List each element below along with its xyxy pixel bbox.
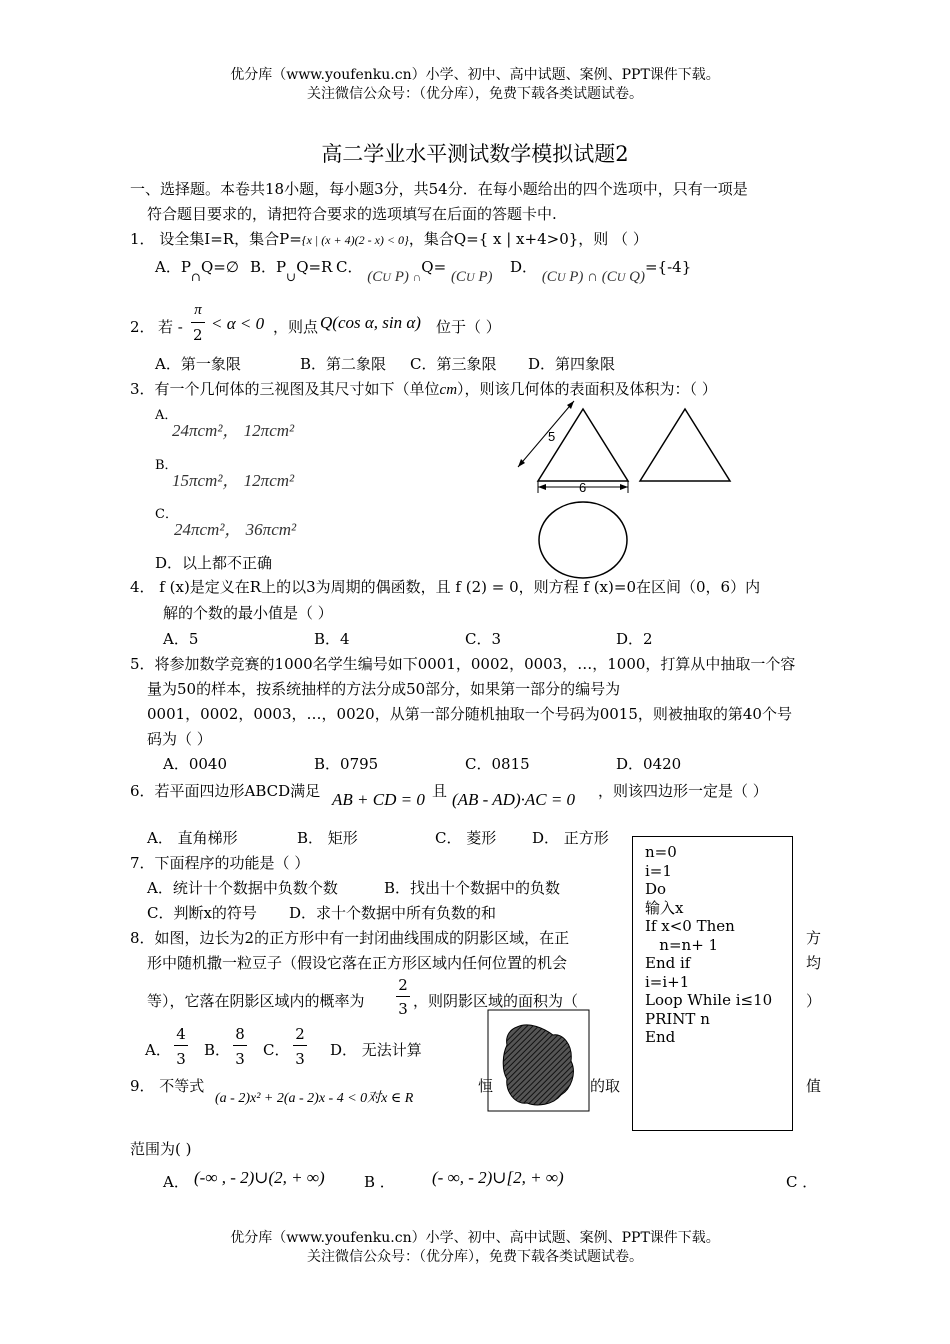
q1-stem-b: ，集合Q={ x | x+4>0}，则 （ ） — [408, 230, 648, 248]
q6-stem-b: 且 — [432, 782, 448, 800]
q8-option-b-label: B． — [204, 1041, 231, 1059]
q7-stem: 7．下面程序的功能是（ ） — [130, 854, 310, 872]
q2-stem-a: 若 - — [158, 318, 183, 336]
q8-option-a-bar — [174, 1045, 188, 1046]
program-line: Do — [645, 880, 667, 898]
q2-number: 2． — [130, 318, 155, 336]
q9-expression: (a - 2)x² + 2(a - 2)x - 4 < 0对x ∈ R — [215, 1091, 414, 1106]
q2-option-c: C．第三象限 — [410, 355, 497, 373]
q5-option-b: B．0795 — [314, 755, 379, 773]
header-line-1: 优分库（www.youfenku.cn）小学、初中、高中试题、案例、PPT课件下载。 — [230, 67, 720, 83]
q2-stem-b: ，则点 — [273, 318, 319, 336]
q9-option-a-label: A． — [163, 1173, 189, 1191]
q3-opt-c-value: 24πcm²， 36πcm² — [174, 520, 297, 539]
program-line: Loop While i≤10 — [645, 991, 773, 1009]
q1-stem-a: 1． 设全集I=R，集合P= — [130, 230, 302, 248]
program-line: If x<0 Then — [645, 917, 735, 935]
q9-stem-b: 恒 — [478, 1077, 494, 1095]
top-view-circle — [539, 502, 627, 578]
header-line-2: 关注微信公众号：（优分库），免费下载各类试题试卷。 — [307, 86, 643, 102]
q9-stem-c: 的取 — [590, 1077, 621, 1095]
q1-opt-a-text: Q=∅ — [201, 258, 239, 276]
q9-line-2: 范围为( ) — [130, 1140, 192, 1158]
q7-option-d: D．求十个数据中所有负数的和 — [289, 904, 497, 922]
q4-line-1: 4． f (x)是定义在R上的以3为周期的偶函数，且 f (2) = 0，则方程 f (x)=0在区间（0，6）内 — [130, 578, 761, 596]
q2-fraction-bar — [191, 322, 205, 323]
q7-option-b: B．找出十个数据中的负数 — [384, 879, 561, 897]
q8-frac-bar — [396, 996, 410, 997]
program-line: PRINT n — [645, 1009, 710, 1028]
footer-line-2: 关注微信公众号：（优分库），免费下载各类试题试卷。 — [307, 1249, 643, 1265]
q8-option-b-bar — [233, 1045, 247, 1046]
q1-opt-c-text: Q= — [421, 258, 447, 276]
q6-stem-a: 6．若平面四边形ABCD满足 — [130, 782, 321, 800]
q9-option-b-label: B ． — [364, 1173, 395, 1191]
shaded-region — [503, 1025, 573, 1105]
q8-option-a-num: 4 — [176, 1025, 186, 1043]
q1-option-c — [336, 256, 493, 285]
q1-cap-symbol-2: ∩ — [412, 270, 422, 284]
q1-cup-symbol: ∪ — [286, 270, 297, 284]
q2-point: Q(cos α, sin α) — [320, 313, 421, 332]
q1-opt-d-expr: (C — [541, 269, 557, 285]
q2-stem-c: 位于（ ） — [436, 318, 501, 336]
q5-option-d: D．0420 — [616, 755, 682, 773]
front-view-triangle — [538, 409, 628, 481]
q9-option-b-expr: (- ∞, - 2)∪[2, + ∞) — [432, 1168, 564, 1187]
q3-stem-b: ），则该几何体的表面积及体积为：（ ） — [457, 380, 717, 398]
q1-option-b — [250, 256, 333, 284]
q1-set-p: {x | (x + 4)(2 - x) < 0} — [301, 233, 409, 247]
q1-sub-u-3: U — [556, 270, 566, 284]
q8-option-c-num: 2 — [295, 1025, 305, 1043]
section-intro-line-2: 符合题目要求的，请把符合要求的选项填写在后面的答题卡中. — [147, 205, 557, 223]
q5-option-a: A．0040 — [163, 755, 228, 773]
slant-dimension-line — [518, 401, 574, 467]
q5-option-c: C．0815 — [465, 755, 530, 773]
q4-line-2: 解的个数的最小值是（ ） — [163, 604, 333, 622]
program-line: n=n+ 1 — [645, 935, 719, 954]
q1-opt-a-label: A．P — [155, 258, 191, 276]
q5-line-2: 量为50的样本，按系统抽样的方法分成50部分，如果第一部分的编号为 — [147, 680, 621, 698]
q8-line-3-b: ，则阴影区域的面积为（ — [413, 992, 579, 1010]
q1-opt-d-text: ={-4} — [644, 258, 692, 276]
q3-opt-d: D．以上都不正确 — [155, 554, 273, 572]
q1-sub-u: U — [382, 270, 391, 284]
q8-frac-den: 3 — [398, 1000, 408, 1018]
side-view-triangle — [640, 409, 730, 481]
q4-option-c: C．3 — [465, 630, 502, 648]
three-view-figure — [510, 395, 750, 580]
program-line: n=0 — [645, 843, 677, 861]
q6-option-d: D． 正方形 — [532, 829, 609, 847]
q8-option-c-label: C． — [263, 1041, 290, 1059]
q8-line-1-end: 方 — [806, 929, 822, 947]
q8-option-a-den: 3 — [176, 1050, 186, 1068]
q2-option-b: B．第二象限 — [300, 355, 387, 373]
q9-option-c-label: C ． — [786, 1173, 818, 1191]
q3-opt-a-value: 24πcm²， 12πcm² — [172, 421, 295, 440]
q3-stem-a: 3．有一个几何体的三视图及其尺寸如下（单位 — [130, 380, 440, 398]
q5-line-1: 5．将参加数学竞赛的1000名学生编号如下0001，0002，0003，…，1000，打算从中抽取一个容 — [130, 655, 796, 673]
q1-opt-c-expr2: (C — [450, 269, 466, 285]
q9-option-a-expr: (-∞ , - 2)∪(2, + ∞) — [194, 1168, 325, 1187]
q8-option-c-den: 3 — [295, 1050, 305, 1068]
q1-opt-d-label: D． — [510, 258, 538, 276]
shaded-region-figure — [487, 1009, 591, 1113]
q8-line-2-end: 均 — [806, 954, 822, 972]
q8-line-2: 形中随机撒一粒豆子（假设它落在正方形区域内任何位置的机会 — [147, 954, 568, 972]
q8-option-a-label: A． — [145, 1041, 171, 1059]
q2-inequality: < α < 0 — [211, 314, 265, 333]
q9-stem-end: 值 — [806, 1077, 822, 1095]
q2-pi: π — [194, 302, 202, 318]
q1-opt-b-text: Q=R — [296, 258, 333, 276]
q3-opt-b-value: 15πcm²， 12πcm² — [172, 471, 295, 490]
q9-stem-a: 9． 不等式 — [130, 1077, 205, 1095]
q4-option-b: B．4 — [314, 630, 350, 648]
q8-line-3-end: ） — [806, 992, 822, 1010]
program-box — [632, 836, 793, 1131]
q3-opt-a-label: A． — [155, 408, 178, 423]
q8-option-c-bar — [293, 1045, 307, 1046]
q2-two: 2 — [193, 326, 203, 344]
q6-expr-2: (AB - AD)·AC = 0 — [452, 790, 576, 809]
q1-opt-d-expr-b: P) ∩ (C — [569, 269, 617, 285]
q8-line-1: 8．如图，边长为2的正方形中有一封闭曲线围成的阴影区域，在正 — [130, 929, 570, 947]
q1-opt-c-label: C． — [336, 258, 363, 276]
q3-opt-b-label: B． — [155, 458, 178, 473]
slant-dimension-label: 5 — [548, 429, 556, 444]
q1-cap-symbol: ∩ — [190, 270, 201, 284]
program-line: i=1 — [645, 861, 672, 880]
q1-option-d — [510, 256, 692, 285]
base-arrow-left — [538, 484, 546, 490]
q6-stem-c: ，则该四边形一定是（ ） — [598, 782, 768, 800]
section-intro-line-1: 一、选择题。本卷共18小题，每小题3分，共54分．在每小题给出的四个选项中，只有一项是 — [130, 180, 748, 198]
q8-frac-num: 2 — [398, 976, 408, 994]
footer-line-1: 优分库（www.youfenku.cn）小学、初中、高中试题、案例、PPT课件下载。 — [230, 1230, 720, 1246]
program-line: End if — [645, 954, 691, 972]
program-line: i=i+1 — [645, 972, 690, 991]
q8-option-b-den: 3 — [235, 1050, 245, 1068]
q6-option-b: B． 矩形 — [297, 829, 358, 847]
q6-option-a: A． 直角梯形 — [147, 829, 238, 847]
question-1-stem — [130, 228, 648, 249]
q1-opt-d-expr-c: Q) — [629, 269, 645, 285]
q2-option-a: A．第一象限 — [155, 355, 241, 373]
q3-opt-c-label: C． — [155, 507, 178, 522]
q1-sub-u-2: U — [465, 270, 475, 284]
page-title: 高二学业水平测试数学模拟试题2 — [321, 142, 629, 166]
q6-option-c: C． 菱形 — [435, 829, 497, 847]
q1-opt-c-expr2b: P) — [478, 269, 493, 285]
q7-option-c: C．判断x的符号 — [147, 904, 257, 922]
q2-option-d: D．第四象限 — [528, 355, 616, 373]
q7-option-a: A．统计十个数据中负数个数 — [147, 879, 338, 897]
base-dimension-label: 6 — [579, 480, 587, 495]
q4-option-a: A．5 — [163, 630, 199, 648]
q1-opt-c-expr1b: P) — [394, 269, 409, 285]
program-line: 输入x — [645, 898, 684, 917]
q1-option-a — [155, 256, 239, 284]
q5-line-4: 码为（ ） — [147, 730, 212, 748]
q1-opt-b-label: B．P — [250, 258, 287, 276]
q1-sub-u-4: U — [616, 270, 626, 284]
program-line: End — [645, 1028, 676, 1046]
q3-unit: cm — [439, 382, 458, 398]
base-arrow-right — [620, 484, 628, 490]
q8-option-b-num: 8 — [235, 1025, 245, 1043]
q1-opt-c-expr1: (C — [367, 269, 383, 285]
q6-expr-1: AB + CD = 0 — [332, 790, 425, 809]
q5-line-3: 0001，0002，0003，…，0020，从第一部分随机抽取一个号码为0015，则被抽取的第40个号 — [147, 705, 792, 723]
q8-line-3-a: 等），它落在阴影区域内的概率为 — [147, 992, 365, 1010]
q8-option-d: D． 无法计算 — [330, 1041, 422, 1059]
q4-option-d: D．2 — [616, 630, 653, 648]
